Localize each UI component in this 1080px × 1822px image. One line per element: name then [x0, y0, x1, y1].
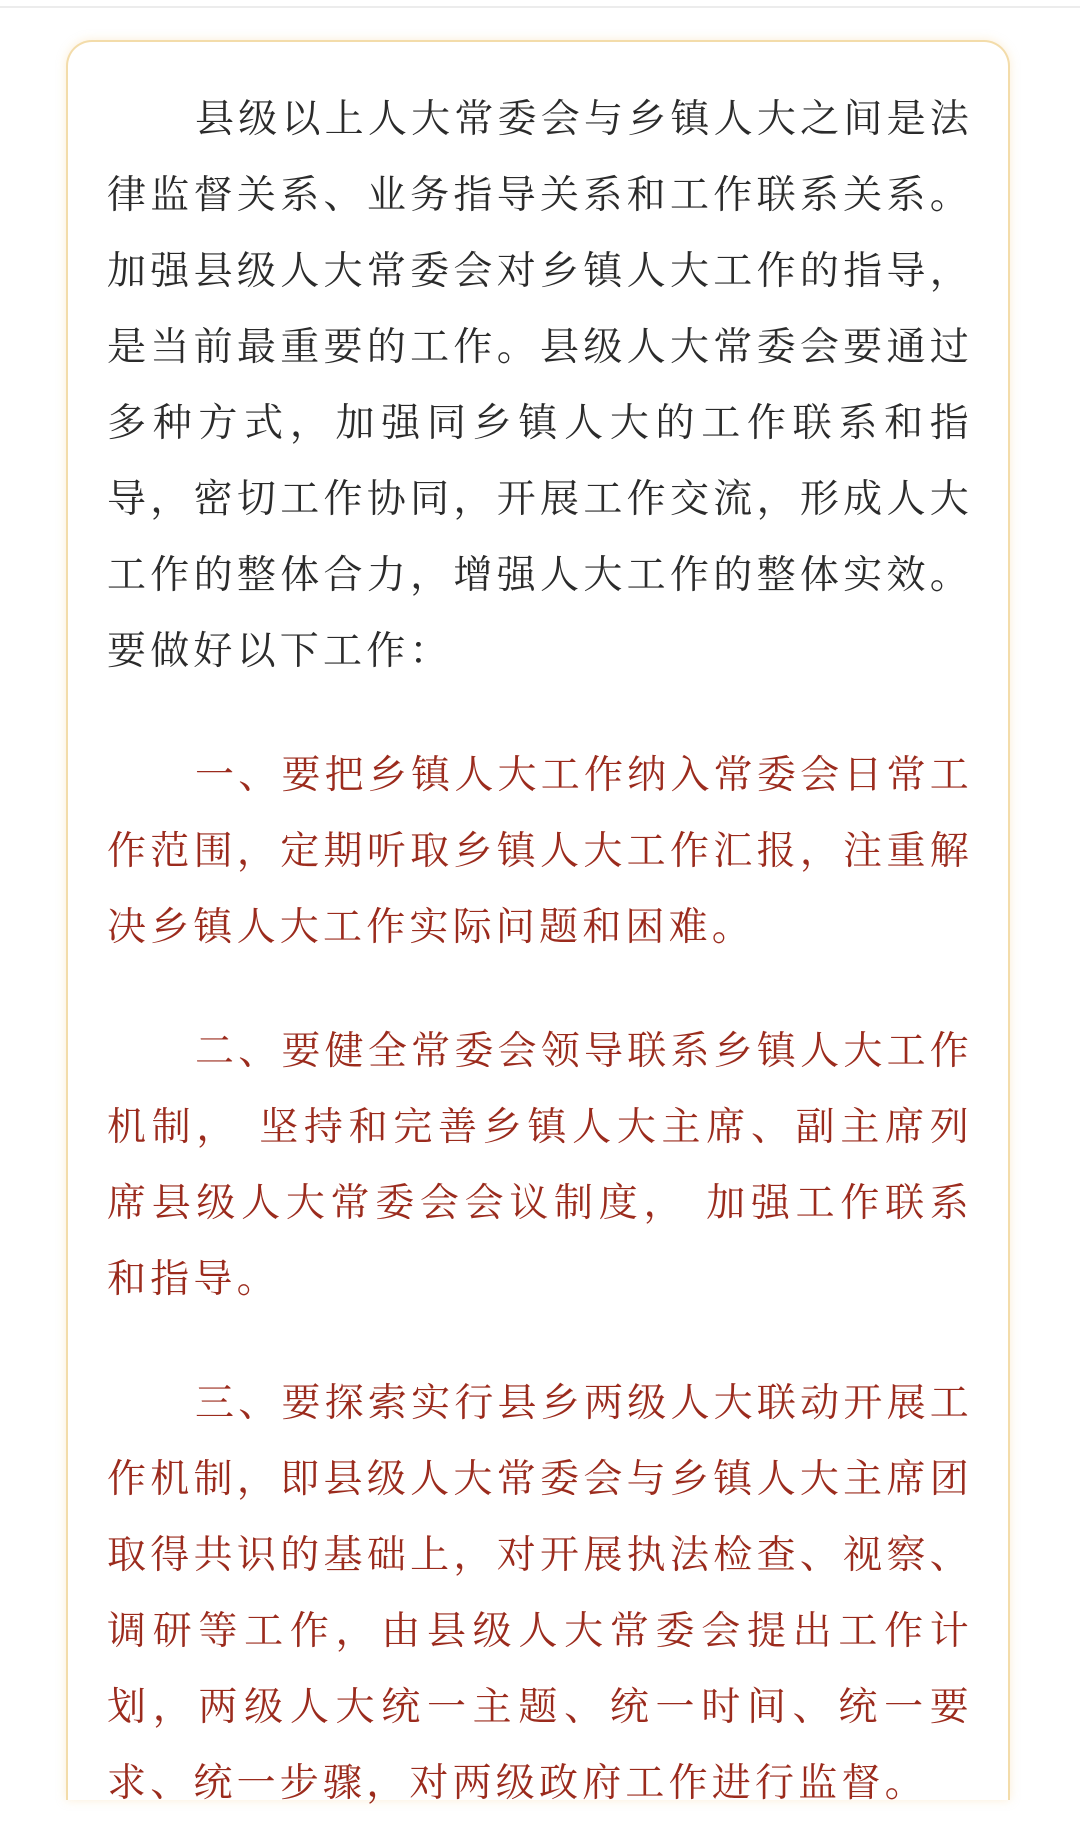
paragraph-gap: [107, 690, 973, 738]
item-paragraph-3: 三、要探索实行县乡两级人大联动开展工作机制，即县级人大常委会与乡镇人大主席团取得共识的基础上，对开展执法检查、视察、调研等工作，由县级人大常委会提出工作计划，两级人大统一主题、统一时间、统一要求、统一步骤，对两级政府工作进行监督。: [107, 1381, 973, 1806]
intro-paragraph: 县级以上人大常委会与乡镇人大之间是法律监督关系、业务指导关系和工作联系关系。加强县级人大常委会对乡镇人大工作的指导，是当前最重要的工作。县级人大常委会要通过多种方式，加强同乡镇人大的工作联系和指导，密切工作协同，开展工作交流，形成人大工作的整体合力，增强人大工作的整体实效。要做好以下工作：: [107, 97, 973, 674]
item-paragraph-2: 二、要健全常委会领导联系乡镇人大工作机制， 坚持和完善乡镇人大主席、副主席列席县级人大常委会会议制度， 加强工作联系和指导。: [107, 1029, 973, 1302]
paragraph-gap: [107, 1318, 973, 1366]
item-paragraph-1: 一、要把乡镇人大工作纳入常委会日常工作范围，定期听取乡镇人大工作汇报，注重解决乡镇人大工作实际问题和困难。: [107, 753, 973, 950]
top-divider: [0, 6, 1080, 8]
article-body: [107, 82, 973, 1822]
paragraph-gap: [107, 966, 973, 1014]
